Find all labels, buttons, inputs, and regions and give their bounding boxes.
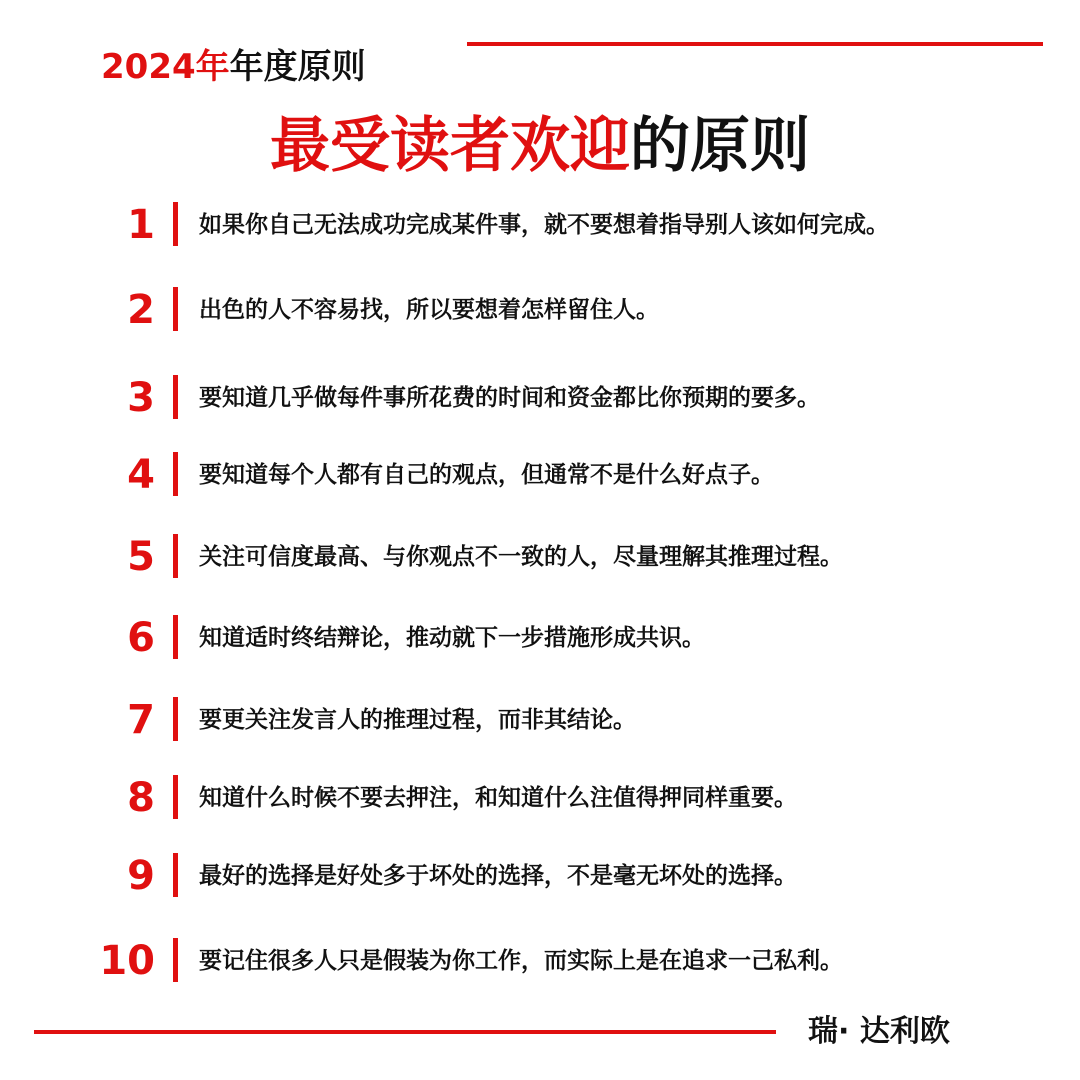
- principle-number: 10: [99, 938, 155, 984]
- principle-number: 9: [127, 853, 155, 899]
- principle-text: 要知道几乎做每件事所花费的时间和资金都比你预期的要多。: [199, 385, 820, 411]
- principle-divider-bar: [173, 287, 178, 331]
- principle-number: 1: [127, 202, 155, 248]
- year-label-year: 2024年: [101, 47, 230, 87]
- principle-item: [0, 373, 1080, 423]
- principle-text: 最好的选择是好处多于坏处的选择，不是毫无坏处的选择。: [199, 863, 797, 889]
- principle-text: 要更关注发言人的推理过程，而非其结论。: [199, 707, 636, 733]
- principle-text: 知道适时终结辩论，推动就下一步措施形成共识。: [199, 625, 705, 651]
- principle-divider-bar: [173, 534, 178, 578]
- principle-number: 6: [127, 615, 155, 661]
- principle-item: [0, 200, 1080, 250]
- principle-text: 关注可信度最高、与你观点不一致的人，尽量理解其推理过程。: [199, 544, 843, 570]
- page-title: [0, 108, 1080, 184]
- principle-item: [0, 532, 1080, 582]
- principle-number: 4: [127, 452, 155, 498]
- principle-divider-bar: [173, 938, 178, 982]
- principle-divider-bar: [173, 452, 178, 496]
- principle-divider-bar: [173, 615, 178, 659]
- principle-divider-bar: [173, 375, 178, 419]
- principle-number: 2: [127, 287, 155, 333]
- author-signature: 瑞· 达利欧: [808, 1014, 950, 1049]
- principle-item: [0, 450, 1080, 500]
- principle-text: 要知道每个人都有自己的观点，但通常不是什么好点子。: [199, 462, 774, 488]
- principle-number: 5: [127, 534, 155, 580]
- principle-text: 要记住很多人只是假装为你工作，而实际上是在追求一己私利。: [199, 948, 843, 974]
- principle-number: 8: [127, 775, 155, 821]
- principle-number: 3: [127, 375, 155, 421]
- year-label: [101, 42, 366, 92]
- bottom-divider-line: [34, 1030, 776, 1034]
- principle-item: [0, 613, 1080, 663]
- principle-number: 7: [127, 697, 155, 743]
- principle-item: [0, 851, 1080, 901]
- principle-divider-bar: [173, 697, 178, 741]
- principle-divider-bar: [173, 853, 178, 897]
- principle-item: [0, 285, 1080, 335]
- principle-text: 出色的人不容易找，所以要想着怎样留住人。: [199, 297, 659, 323]
- principle-divider-bar: [173, 202, 178, 246]
- principle-item: [0, 773, 1080, 823]
- year-label-suffix: 年度原则: [229, 47, 366, 87]
- principle-item: [0, 695, 1080, 745]
- top-divider-line: [467, 42, 1043, 46]
- page-title-rest: 的原则: [630, 111, 810, 181]
- principle-divider-bar: [173, 775, 178, 819]
- principle-text: 如果你自己无法成功完成某件事，就不要想着指导别人该如何完成。: [199, 212, 889, 238]
- principle-text: 知道什么时候不要去押注，和知道什么注值得押同样重要。: [199, 785, 797, 811]
- page-title-highlight: 最受读者欢迎: [270, 111, 630, 181]
- principle-item: [0, 936, 1080, 986]
